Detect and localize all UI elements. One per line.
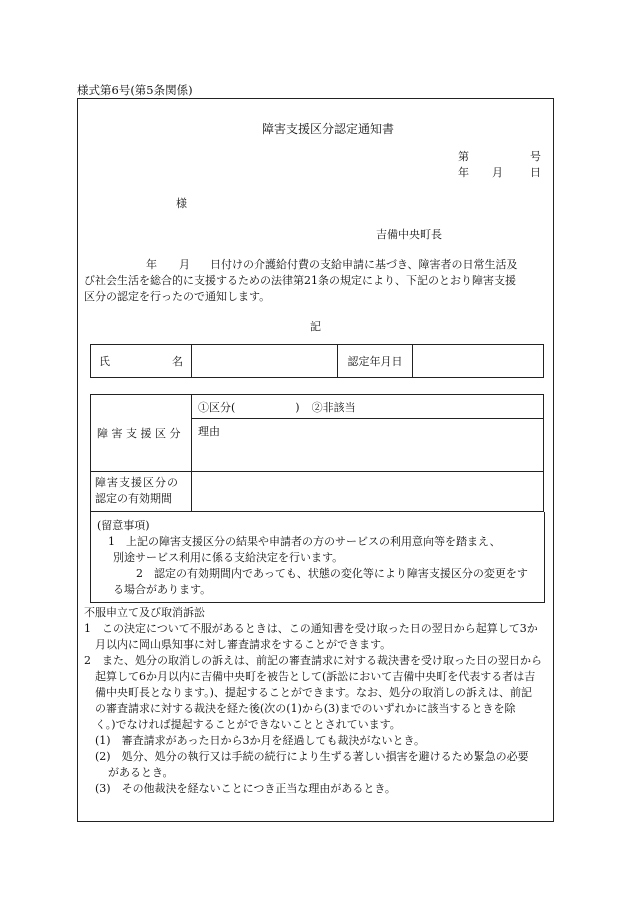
notes-heading: (留意事項) (97, 519, 150, 532)
issuer-name: 吉備中央町長 (376, 228, 442, 241)
appeal-p2-line-1: 2 また、処分の取消しの訴えは、前記の審査請求に対する裁決書を受け取った日の翌日から (84, 654, 542, 667)
note-2-line-1: 2 認定の有効期間内であっても、状態の変化等により障害支援区分の変更をす (136, 567, 528, 580)
note-1-line-1: 1 上記の障害支援区分の結果や申請者の方のサービスの利用意向等を踏まえ、 (108, 535, 501, 548)
name-label-cell (91, 345, 192, 378)
appeal-item-3: (3) その他裁決を経ないことにつき正当な理由があるとき。 (95, 782, 396, 795)
classification-table (90, 394, 544, 512)
reason-label: 理由 (198, 425, 220, 439)
note-1-line-2: 別途サービス利用に係る支給決定を行います。 (113, 551, 344, 564)
validity-label-cell (91, 471, 192, 511)
cert-date-value-cell[interactable] (413, 345, 544, 378)
form-number: 様式第6号(第5条関係) (77, 83, 193, 97)
validity-label-line-1: 障害支援区分の (95, 476, 179, 490)
body-date-year: 年 (146, 258, 157, 271)
appeal-p1-line-2: 月以内に岡山県知事に対し審査請求をすることができます。 (95, 638, 392, 651)
appeal-p2-line-5: く。)でなければ提起することができないこととされています。 (95, 718, 401, 731)
appeal-heading: 不服申立て及び取消訴訟 (84, 606, 205, 619)
document-title: 障害支援区分認定通知書 (262, 122, 395, 136)
date-year: 年 (458, 166, 469, 179)
body-intro: 日付けの介護給付費の支給申請に基づき、障害者の日常生活及 (210, 258, 518, 271)
cert-date-label-cell (338, 345, 413, 378)
classification-label: 障害支援区分 (97, 426, 184, 440)
body-line-3: 区分の認定を行ったので通知します。 (84, 290, 271, 303)
date-day: 日 (530, 166, 541, 179)
appeal-p2-line-3: 備中央町長となります。)、提起することができます。なお、処分の取消しの訴えは、前記 (95, 686, 533, 699)
ref-number-dai: 第 (458, 150, 469, 163)
ref-number-go: 号 (530, 150, 541, 163)
option-hi-gaitou[interactable]: ②非該当 (311, 400, 356, 414)
body-date-month: 月 (179, 258, 190, 271)
appeal-item-2-line-1: (2) 処分、処分の執行又は手続の続行により生ずる著しい損害を避けるため緊急の必要 (95, 750, 529, 763)
note-2-line-2: る場合があります。 (113, 583, 212, 596)
option-kubun-close: ) (295, 400, 300, 414)
name-value-cell[interactable] (192, 345, 338, 378)
cert-date-label: 認定年月日 (347, 355, 403, 368)
appeal-item-2-line-2: があるとき。 (108, 766, 174, 779)
body-line-2: び社会生活を総合的に支援するための法律第21条の規定により、下記のとおり障害支援 (84, 274, 516, 287)
appeal-p1-line-1: 1 この決定について不服があるときは、この通知書を受け取った日の翌日から起算して3か (84, 622, 538, 635)
ki-heading: 記 (310, 320, 321, 333)
classification-label-cell (91, 395, 192, 472)
option-kubun[interactable]: ①区分( (198, 400, 236, 414)
reason-cell[interactable] (192, 419, 544, 471)
appeal-item-1: (1) 審査請求があった日から3か月を経過しても裁決がないとき。 (95, 734, 426, 747)
validity-label-line-2: 認定の有効期間 (95, 492, 172, 506)
appeal-p2-line-4: の審査請求に対する裁決を経た後(次の(1)から(3)までのいずれかに該当するときを除 (95, 702, 516, 715)
recipient-suffix: 様 (176, 197, 187, 210)
classification-options-cell[interactable] (192, 395, 544, 419)
validity-value-cell[interactable] (192, 471, 544, 511)
appeal-p2-line-2: 起算して6か月以内に吉備中央町を被告として(訴訟において吉備中央町を代表する者は吉 (95, 670, 536, 683)
recipient-table (90, 344, 544, 378)
date-month: 月 (492, 166, 503, 179)
name-label-b: 名 (172, 355, 183, 368)
name-label-a: 氏 (99, 355, 110, 368)
